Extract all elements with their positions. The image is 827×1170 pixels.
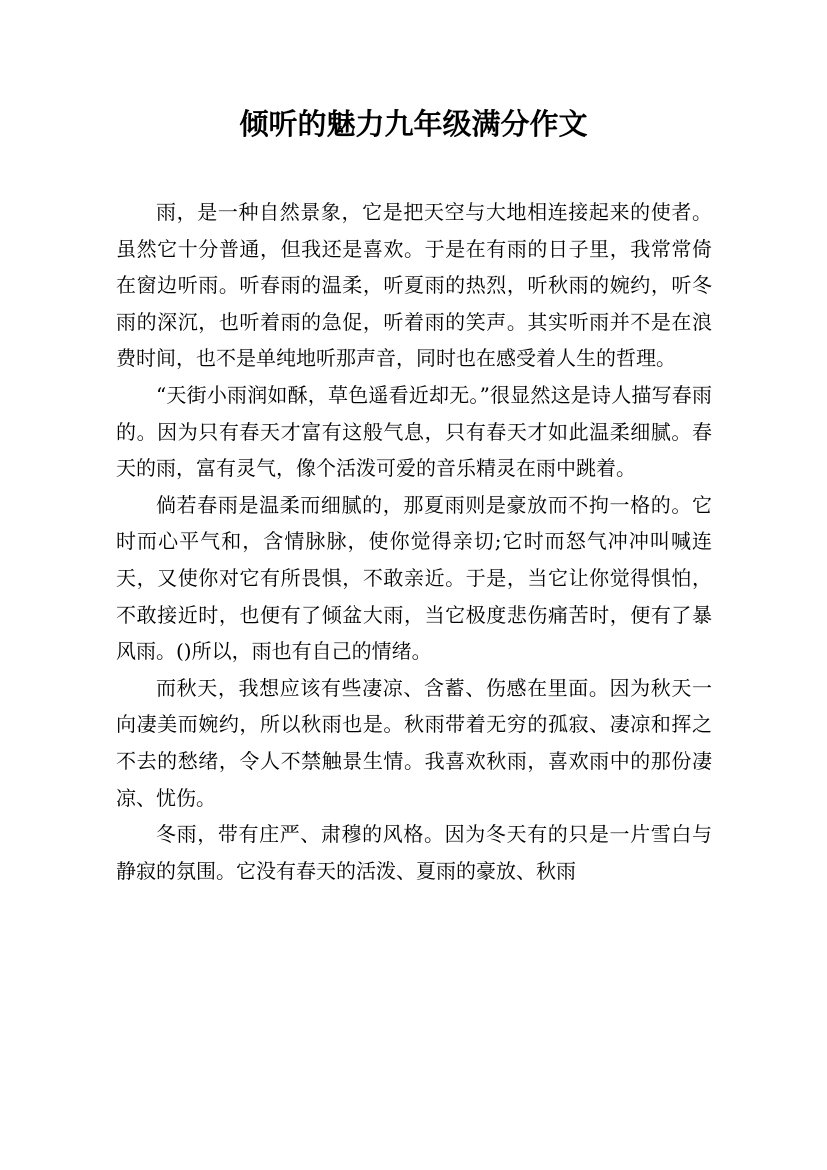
- paragraph: 而秋天，我想应该有些凄凉、含蓄、伤感在里面。因为秋天一向凄美而婉约，所以秋雨也是。秋雨带着无穷的孤寂、凄凉和挥之不去的愁绪，令人不禁触景生情。我喜欢秋雨，喜欢雨中的那份凄凉、忧伤。: [116, 675, 712, 810]
- paragraph: 冬雨，带有庄严、肃穆的风格。因为冬天有的只是一片雪白与静寂的氛围。它没有春天的活泼、夏雨的豪放、秋雨: [116, 822, 712, 883]
- paragraph: 雨，是一种自然景象，它是把天空与大地相连接起来的使者。虽然它十分普通，但我还是喜欢。于是在有雨的日子里，我常常倚在窗边听雨。听春雨的温柔，听夏雨的热烈，听秋雨的婉约，听冬雨的深沉，也听着雨的急促，听着雨的笑声。其实听雨并不是在浪费时间，也不是单纯地听那声音，同时也在感受着人生的哲理。: [116, 200, 712, 371]
- paragraph: “天街小雨润如酥，草色遥看近却无。”很显然这是诗人描写春雨的。因为只有春天才富有这般气息，只有春天才如此温柔细腻。春天的雨，富有灵气，像个活泼可爱的音乐精灵在雨中跳着。: [116, 382, 712, 481]
- document-title: 倾听的魅力九年级满分作文: [239, 107, 588, 141]
- paragraph: 倘若春雨是温柔而细腻的，那夏雨则是豪放而不拘一格的。它时而心平气和，含情脉脉，使你觉得亲切;它时而怒气冲冲叫喊连天，又使你对它有所畏惧，不敢亲近。于是，当它让你觉得惧怕，不敢接近时，也便有了倾盆大雨，当它极度悲伤痛苦时，便有了暴风雨。()所以，雨也有自己的情绪。: [116, 492, 712, 664]
- document-body: [116, 194, 712, 889]
